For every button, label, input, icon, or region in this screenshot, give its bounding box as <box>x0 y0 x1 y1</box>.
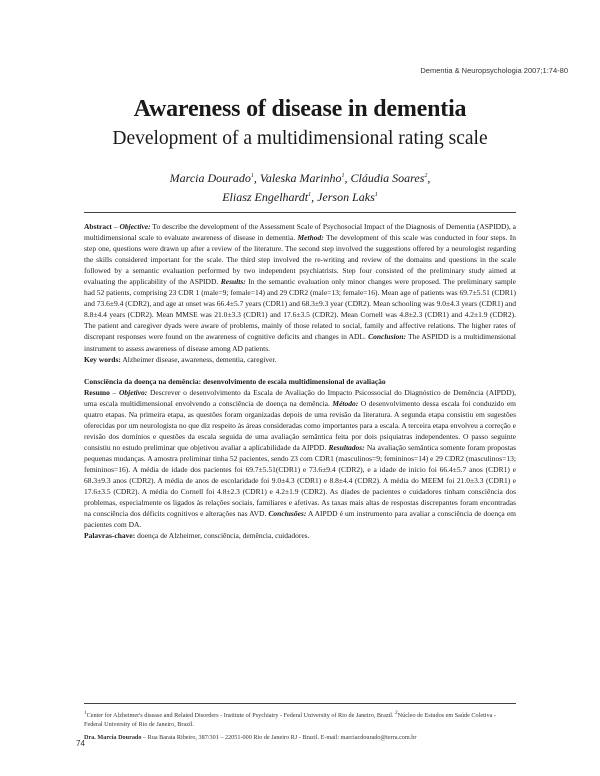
dash: – <box>111 222 120 231</box>
keywords-text: Alzheimer disease, awareness, dementia, caregiver. <box>120 354 277 364</box>
conclusion-label: Conclusion: <box>368 332 407 342</box>
resultados-label: Resultados: <box>328 442 365 452</box>
affiliation-text: Núcleo de Estudos em Saúde Coletiva - Federal University of Rio de Janeiro, Brazil. <box>84 712 496 728</box>
section-gap <box>84 365 516 376</box>
author-name: Cláudia Soares <box>350 171 425 185</box>
method-label: Method: <box>297 233 324 243</box>
abstract-block <box>84 221 516 541</box>
abstract-en <box>84 221 516 354</box>
results-text: In the semantic evaluation only minor changes were proposed. The preliminary sample had 52 patients, comprising 23 CDR 1 (male=9; female=14) and 29 CDR2 (male=13; female=16). Mean age of patients was 69.7±5.51 (CDR1) and 73.6±9.4 (CDR2), and age at onset was 66.4±5.7 years (CDR1) and 68.3±9.3 year (CDR2). Mean schooling was 9.0±4.3 years (CDR1) and 8.8±4.4 years (CDR2). Mean MMSE was 21.0±3.3 (CDR1) and 17.6±3.5 (CDR2). Mean Cornell was 4.8±2.3 (CDR1) and 4.2±1.9 (CDR2). The patient and caregiver dyads were aware of problems, mainly of those related to social, family and affective relations. The higher rates of discrepant responses were found on the awareness of cognitive deficits and changes in ADL. <box>84 277 516 342</box>
author-separator: , <box>427 171 431 185</box>
author-separator: , <box>344 171 351 185</box>
keywords-en <box>84 354 516 365</box>
affiliation-mark: 1 <box>374 192 378 198</box>
palavras-chave-text: doença de Alzheimer, consciência, demência, cuidadores. <box>135 531 310 541</box>
objective-text: To describe the development of the Assessment Scale of Psychosocial Impact of the Diagnosis of Dementia (ASPIDD), a multidimensional scale to evaluate awareness of disease in dementia. <box>84 222 517 243</box>
abstract-bottom-rule <box>84 703 516 704</box>
abstract-top-rule <box>84 212 516 213</box>
abstract-pt-title: Consciência da doença na demência: desenvolvimento de escala multidimensional de avaliação <box>84 376 386 386</box>
article-subtitle: Development of a multidimensional rating scale <box>112 128 488 149</box>
affiliation-text: Center for Alzheimer's disease and Related Disorders - Institute of Psychiatry - Federal University of Rio de Janeiro, Brazil. <box>86 712 396 720</box>
correspondence <box>84 734 516 743</box>
results-label: Results: <box>220 277 246 287</box>
palavras-chave-label: Palavras-chave: <box>84 531 136 541</box>
metodo-label: Método: <box>332 398 359 408</box>
method-text: The development of this scale was conducted in four steps. In step one, questions were drawn up after a review of the literature. The second step involved the suggestions offered by a neurologist regarding the skills considered important for the scale. The third step involved the re-writing and review of the domains and questions in the scale followed by a semantic evaluation performed by two independent psychiatrists. Step four consisted of the preliminary study aimed at evaluating the applicability of the ASPIDD. <box>84 233 516 287</box>
footnotes <box>84 709 516 743</box>
correspondence-name: Dra. Marcia Dourado <box>84 734 142 742</box>
author-name: Valeska Marinho <box>259 171 342 185</box>
objetivo-label: Objetivo: <box>118 387 148 397</box>
author-name: Eliasz Engelhardt <box>222 190 309 204</box>
affiliation-mark: 2 <box>424 173 428 179</box>
author-name: Jerson Laks <box>317 190 375 204</box>
keywords-label: Key words: <box>84 354 121 364</box>
correspondence-address: – Rua Barata Ribeiro, 387/301 – 22051-000 Rio de Janeiro RJ - Brazil. E-mail: marciacdourado@terra.com.br <box>141 734 417 742</box>
conclusion-text: The ASPIDD is a multidimensional instrument to assess awareness of disease among AD patients. <box>84 332 516 353</box>
author-list <box>0 168 600 206</box>
journal-header: Dementia & Neuropsychologia 2007;1:74-80 <box>420 66 568 75</box>
affiliation-mark: 1 <box>341 173 345 179</box>
keywords-pt <box>84 530 516 541</box>
objetivo-text: Descrever o desenvolvimento da Escala de Avaliação do Impacto Psicossocial do Diagnóstico de Demência (AIPDD), uma escala multidimensional envolvendo a consciência de doença na demência. <box>84 387 516 408</box>
abstract-pt <box>84 387 516 531</box>
abstract-label: Abstract <box>84 222 112 231</box>
author-name: Marcia Dourado <box>169 171 251 185</box>
metodo-text: O desenvolvimento dessa escala foi conduzido em quatro etapas. Na primeira etapa, as questões foram organizadas depois de uma revisão da literatura. A segunda etapa consistiu em sugestões oferecidas por um neurologista no que diz respeito às áreas consideradas como importantes para a escala. A terceira etapa envolveu a correção e revisão dos domínios e questões da escala seguida de uma avaliação semântica feita por dois psiquiatras independentes. O passo seguinte consistiu no estudo preliminar que objetivou avaliar a aplicabilidade da AIPDD. <box>84 398 516 452</box>
conclusoes-text: A AIPDD é um instrumento para avaliar a consciência de doença em pacientes com DA. <box>84 509 516 530</box>
objective-label: Objective: <box>119 222 151 231</box>
article-title: Awareness of disease in dementia <box>133 96 467 122</box>
author-separator: , <box>253 171 260 185</box>
author-separator: , <box>311 190 318 204</box>
affiliation-mark: 1 <box>308 192 312 198</box>
affiliation-mark: 1 <box>84 710 87 716</box>
dash: – <box>109 387 119 397</box>
page-number: 74 <box>76 739 85 748</box>
resultados-text: Na avaliação semântica somente foram propostas pequenas mudanças. A amostra preliminar tinha 52 pacientes, sendo 23 com CDR1 (masculinos=9; femininos=14) e 29 CDR2 (masculinos=13; femininos=16). A média de idade dos pacientes foi 69.7±5.51(CDR1) e 73.6±9.4 (CDR2), e a idade de início foi 66.4±5.7 anos (CDR1) e 68.3±9.3 anos (CDR2). A média de anos de escolaridade foi 9.0±4.3 (CDR1) e 8.8±4.4 (CDR2). A média do MEEM foi 21.0±3.3 (CDR1) e 17.6±3.5 (CDR2). A média do Cornell foi 4.8±2.3 (CDR1) e 4.2±1.9 (CDR2). As díades de pacientes e cuidadores tinham consciência dos problemas, especialmente os ligados às relações sociais, familiares e afetivas. As taxas mais altas de respostas discrepantes foram encontradas na consciência dos déficits cognitivos e alterações nas AVD. <box>84 442 516 519</box>
affiliation-mark: 2 <box>395 710 398 716</box>
conclusoes-label: Conclusões: <box>268 509 307 519</box>
affiliations <box>84 709 516 729</box>
affiliation-mark: 1 <box>250 173 254 179</box>
resumo-label: Resumo <box>84 387 110 397</box>
